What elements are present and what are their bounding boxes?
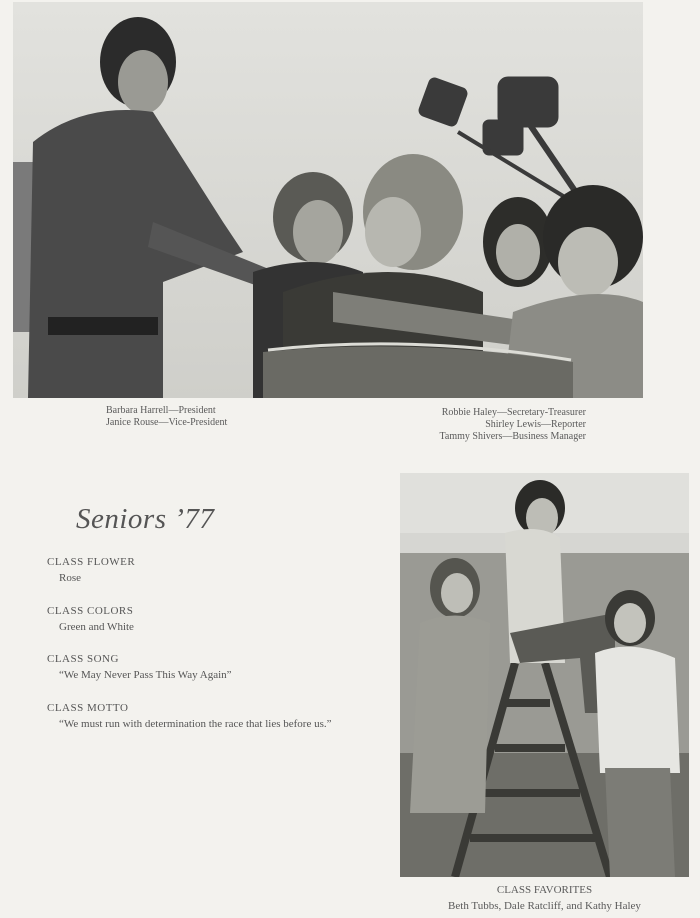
fact-value: “We must run with determination the race that lies before us.” — [59, 718, 332, 730]
class-officers-photo-illustration — [13, 2, 643, 398]
class-favorites-photo — [400, 473, 689, 877]
fact-label: CLASS SONG — [47, 653, 119, 665]
caption-line: Shirley Lewis—Reporter — [485, 419, 586, 430]
officers-caption-right — [380, 407, 586, 443]
caption-line: Tammy Shivers—Business Manager — [439, 431, 586, 442]
fact-value: “We May Never Pass This Way Again” — [59, 669, 232, 681]
officers-caption-left — [106, 405, 227, 429]
class-favorites-photo-illustration — [400, 473, 689, 877]
class-officers-photo — [13, 2, 643, 398]
class-flower-block — [47, 554, 377, 586]
caption-line: Robbie Haley—Secretary-Treasurer — [441, 407, 586, 418]
caption-line: Barbara Harrell—President — [106, 405, 216, 416]
fact-value: Green and White — [59, 621, 134, 633]
fact-value: Rose — [59, 572, 81, 584]
caption-line: Janice Rouse—Vice-President — [106, 417, 228, 428]
page-title: Seniors ’77 — [76, 503, 215, 535]
caption-line: Beth Tubbs, Dale Ratcliff, and Kathy Haley — [448, 900, 641, 912]
fact-label: CLASS MOTTO — [47, 702, 129, 714]
class-song-block — [47, 651, 377, 683]
class-motto-block — [47, 700, 377, 732]
favorites-caption — [400, 882, 689, 914]
caption-heading: CLASS FAVORITES — [496, 884, 593, 896]
fact-label: CLASS COLORS — [47, 605, 134, 617]
class-colors-block — [47, 603, 377, 635]
fact-label: CLASS FLOWER — [47, 556, 136, 568]
